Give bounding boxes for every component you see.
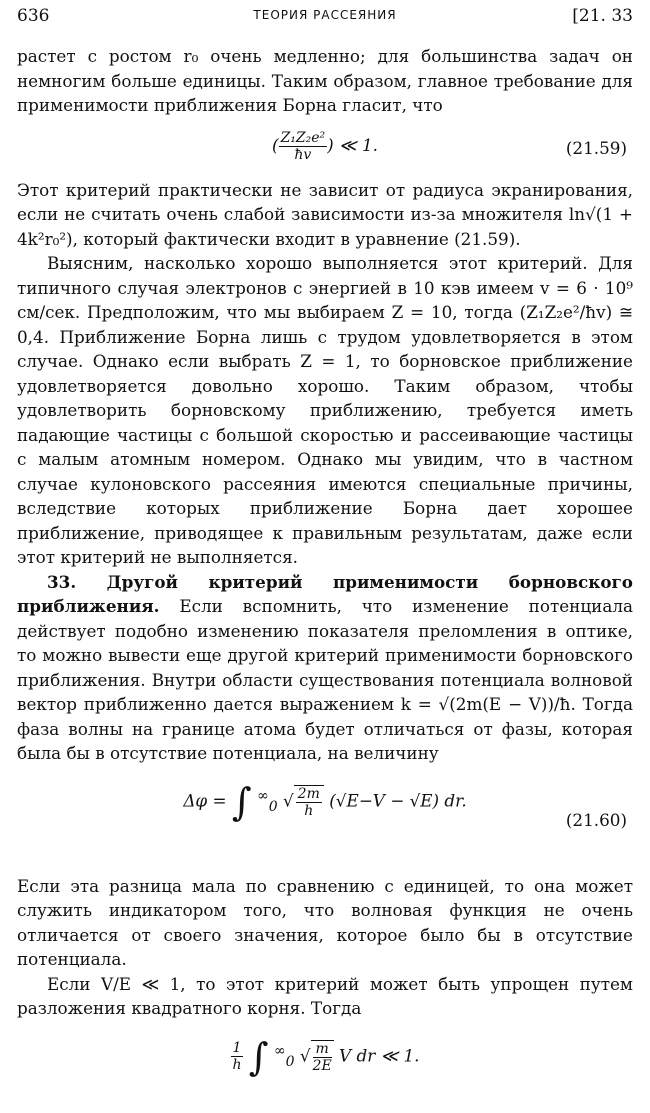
- page-body: [17, 44, 633, 1113]
- equation-criterion: $\frac{1}{h}$ ∫ ∞$_0$ √ $\frac{m}{2E}$ V dr ≪ 1.: [232, 1034, 420, 1079]
- section-marker: [21. 33: [572, 6, 633, 26]
- paragraph-4-text: Если вспомнить, что изменение потенциала действует подобно изменению показателя преломления в оптике, то можно вывести еще другой критерий применимости борновского приближения. Внутри области существования потенциала волновой вектор приближенно дается выражением k = √(2m(E − V))/ħ. Тогда фаза волны на границе атома будет отличаться от фазы, которая была бы в отсутствие потенциала, на величину: [17, 596, 633, 763]
- eq2-fraction: $\frac{2m}{h}$: [294, 785, 324, 819]
- paragraph-3: Выясним, насколько хорошо выполняется этот критерий. Для типичного случая электронов с энергией в 10 кэв имеем v = 6 · 10⁹ см/сек. Предположим, что мы выбираем Z = 10, тогда (Z₁Z₂e²/ħv) ≅ 0,4. Приближение Борна лишь с трудом удовлетворяется в этом случае. Однако если выбрать Z = 1, то борновское приближение удовлетворяется довольно хорошо. Таким образом, чтобы удовлетворить борновскому приближению, требуется иметь падающие частицы с большой скоростью и рассеивающие частицы с малым атомным номером. Однако мы увидим, что в частном случае кулоновского рассеяния имеются специальные причины, вследствие которых приближение Борна дает хорошее приближение, приводящее к правильным результатам, даже если этот критерий не выполняется.: [17, 253, 633, 567]
- equation-number: (21.59): [565, 137, 627, 158]
- eq2-body: (√E−V − √E) dr.: [329, 790, 467, 811]
- integral-sign: ∫: [248, 1034, 269, 1079]
- paragraph-5: Если эта разница мала по сравнению с единицей, то она может служить индикатором того, что волновая функция не очень отличается от своего значения, которое было бы в отсутствие потенциала.: [17, 875, 633, 969]
- eq2-lhs: Δφ =: [183, 790, 232, 811]
- running-title: ТЕОРИЯ РАССЕЯНИЯ: [253, 8, 397, 22]
- equation-21-59: ( $\frac{\text{Z₁Z₂e²}}{ħv}$ ) ≪ 1. (21.59): [272, 129, 627, 163]
- section-heading: 33. Другой критерий применимости борновского приближения.: [17, 571, 633, 616]
- paragraph-4: [17, 570, 633, 766]
- page-header: [17, 6, 633, 30]
- paragraph-2: Этот критерий практически не зависит от радиуса экранирования, если не считать очень слабой зависимости из-за множителя ln√(1 + 4k²r₀²), который фактически входит в уравнение (21.59).: [17, 179, 633, 249]
- eq1-fraction: $\frac{\text{Z₁Z₂e²}}{ħv}$: [280, 129, 326, 163]
- eq3-body: V dr ≪ 1.: [339, 1045, 420, 1066]
- paragraph-6: Если V/E ≪ 1, то этот критерий может быть упрощен путем разложения квадратного корня. Тогда: [17, 973, 633, 1018]
- equation-21-60: Δφ = ∫ ∞$_0$ √ $\frac{2m}{h}$ (√E−V − √E) dr. (21.60): [17, 774, 633, 866]
- eq1-rest: ≪ 1.: [339, 134, 378, 155]
- paragraph-1: растет с ростом r₀ очень медленно; для большинства задач он немногим больше единицы. Таким образом, главное требование для применимости приближения Борна гласит, что: [17, 46, 633, 115]
- equation-number: (21.60): [565, 809, 627, 830]
- integral-sign: ∫: [231, 779, 252, 824]
- page-number: 636: [17, 6, 50, 26]
